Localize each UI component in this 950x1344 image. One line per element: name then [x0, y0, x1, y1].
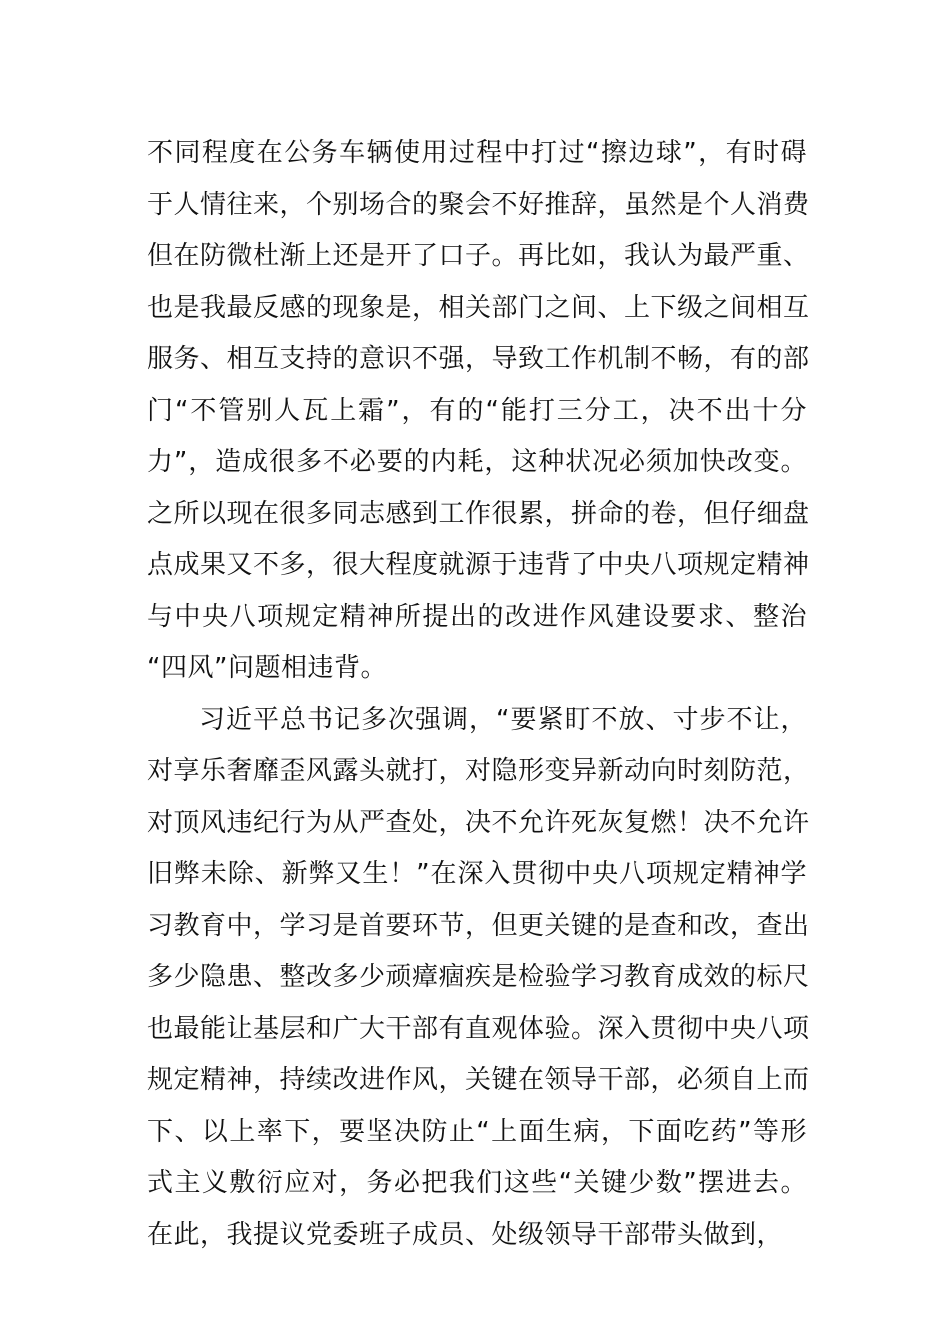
- text-line: 服务、相互支持的意识不强，导致工作机制不畅，有的部: [147, 344, 810, 374]
- text-line: 之所以现在很多同志感到工作很累，拼命的卷，但仔细盘: [147, 498, 810, 529]
- paragraph-1: [147, 128, 810, 695]
- text-line: 下、以上率下，要坚决防止“上面生病，下面吃药”等形: [147, 1116, 807, 1147]
- text-line: 也是我最反感的现象是，相关部门之间、上下级之间相互: [147, 292, 810, 323]
- text-line: 习近平总书记多次强调，“要紧盯不放、寸步不让，: [199, 704, 807, 735]
- text-line: 力”，造成很多不必要的内耗，这种状况必须加快改变。: [147, 447, 807, 477]
- text-line: 旧弊未除、新弊又生！”在深入贯彻中央八项规定精神学: [147, 859, 807, 889]
- body-text: [147, 128, 810, 1261]
- text-line: 不同程度在公务车辆使用过程中打过“擦边球”，有时碍: [147, 138, 807, 168]
- text-line: 多少隐患、整改多少顽瘴痼疾是检验学习教育成效的标尺: [147, 962, 810, 992]
- text-line: 对享乐奢靡歪风露头就打，对隐形变异新动向时刻防范，: [147, 756, 810, 786]
- paragraph-2: [147, 695, 810, 1262]
- text-line: 式主义敷衍应对，务必把我们这些“关键少数”摆进去。: [147, 1168, 807, 1198]
- text-line: 对顶风违纪行为从严查处，决不允许死灰复燃！决不允许: [147, 807, 810, 838]
- text-line: 但在防微杜渐上还是开了口子。再比如，我认为最严重、: [147, 241, 810, 271]
- text-line: 也最能让基层和广大干部有直观体验。深入贯彻中央八项: [147, 1013, 810, 1044]
- text-line: 习教育中，学习是首要环节，但更关键的是查和改，查出: [147, 910, 810, 941]
- text-line: 规定精神，持续改进作风，关键在领导干部，必须自上而: [147, 1065, 810, 1095]
- text-line: 门“不管别人瓦上霜”，有的“能打三分工，决不出十分: [147, 395, 807, 426]
- text-line: 在此，我提议党委班子成员、处级领导干部带头做到，: [147, 1219, 784, 1250]
- text-line: 点成果又不多，很大程度就源于违背了中央八项规定精神: [147, 550, 810, 580]
- text-line: “四风”问题相违背。: [147, 653, 387, 683]
- text-line: 与中央八项规定精神所提出的改进作风建设要求、整治: [147, 601, 807, 632]
- text-line: 于人情往来，个别场合的聚会不好推辞，虽然是个人消费: [147, 189, 810, 220]
